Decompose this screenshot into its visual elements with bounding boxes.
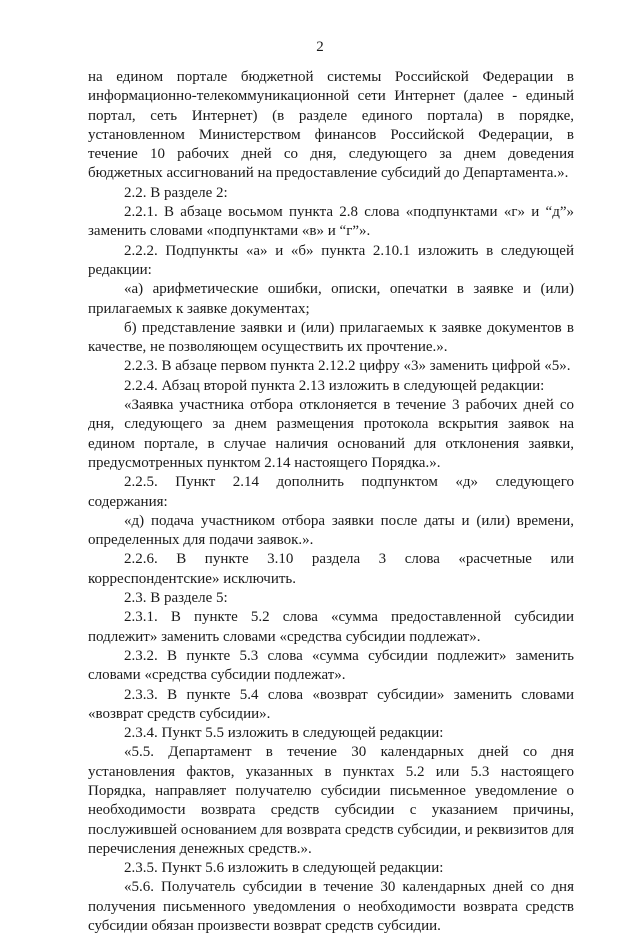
- paragraph-2: 2.2.1. В абзаце восьмом пункта 2.8 слова «подпунктами «г» и “д”» заменить словами «подпунктами «в» и “г”».: [88, 204, 574, 240]
- paragraph-3: 2.2.2. Подпункты «а» и «б» пункта 2.10.1 изложить в следующей редакции:: [88, 242, 574, 278]
- paragraph-7: 2.2.4. Абзац второй пункта 2.13 изложить в следующей редакции:: [124, 377, 545, 394]
- paragraph-0: на едином портале бюджетной системы Российской Федерации в информационно-телекоммуникационной сети Интернет (далее - единый портал, сеть Интернет) (в разделе единого портала) в порядке, установленном Министерством финансов Российской Федерации, в течение 10 рабочих дней со дня, следующего за днем доведения бюджетных ассигнований на предоставление субсидий до Департамента.».: [88, 69, 574, 182]
- paragraph-11: 2.2.6. В пункте 3.10 раздела 3 слова «расчетные или корреспондентские» исключить.: [88, 551, 574, 587]
- paragraph-1: 2.2. В разделе 2:: [124, 184, 228, 201]
- paragraph-12: 2.3. В разделе 5:: [124, 590, 228, 607]
- paragraph-8: «Заявка участника отбора отклоняется в течение 3 рабочих дней со дня, следующего за днем размещения протокола вскрытия заявок на едином портале, в случае наличия оснований для отклонения заявки, предусмотренных пунктом 2.14 настоящего Порядка.».: [88, 397, 574, 471]
- document-body: [88, 68, 574, 936]
- paragraph-13: 2.3.1. В пункте 5.2 слова «сумма предоставленной субсидии подлежит» заменить словами «средства субсидии подлежат».: [88, 609, 574, 645]
- page-number: 2: [316, 39, 324, 55]
- paragraph-17: «5.5. Департамент в течение 30 календарных дней со дня установления фактов, указанных в пунктах 5.2 или 5.3 настоящего Порядка, направляет получателю субсидии письменное уведомление о необходимости возврата средств субсидии с указанием причины, послужившей основанием для возврата средств субсидии, и реквизитов для перечисления денежных средств.».: [88, 744, 574, 857]
- paragraph-5: б) представление заявки и (или) прилагаемых к заявке документов в качестве, не позволяющем осуществить их прочтение.».: [88, 319, 574, 356]
- paragraph-6: 2.2.3. В абзаце первом пункта 2.12.2 цифру «3» заменить цифрой «5».: [124, 358, 571, 375]
- paragraph-4: «а) арифметические ошибки, описки, опечатки в заявке и (или) прилагаемых к заявке документах;: [88, 281, 574, 317]
- paragraph-10: «д) подача участником отбора заявки после даты и (или) времени, определенных для подачи заявок.».: [88, 512, 574, 549]
- paragraph-15: 2.3.3. В пункте 5.4 слова «возврат субсидии» заменить словами «возврат средств субсидии».: [88, 686, 574, 722]
- paragraph-16: 2.3.4. Пункт 5.5 изложить в следующей редакции:: [124, 725, 444, 742]
- paragraph-14: 2.3.2. В пункте 5.3 слова «сумма субсидии подлежит» заменить словами «средства субсидии подлежат».: [88, 647, 574, 684]
- paragraph-9: 2.2.5. Пункт 2.14 дополнить подпунктом «д» следующего содержания:: [88, 474, 574, 510]
- paragraph-19: «5.6. Получатель субсидии в течение 30 календарных дней со дня получения письменного уведомления о необходимости возврата средств субсидии обязан произвести возврат средств субсидии.: [88, 879, 574, 935]
- paragraph-18: 2.3.5. Пункт 5.6 изложить в следующей редакции:: [124, 860, 444, 877]
